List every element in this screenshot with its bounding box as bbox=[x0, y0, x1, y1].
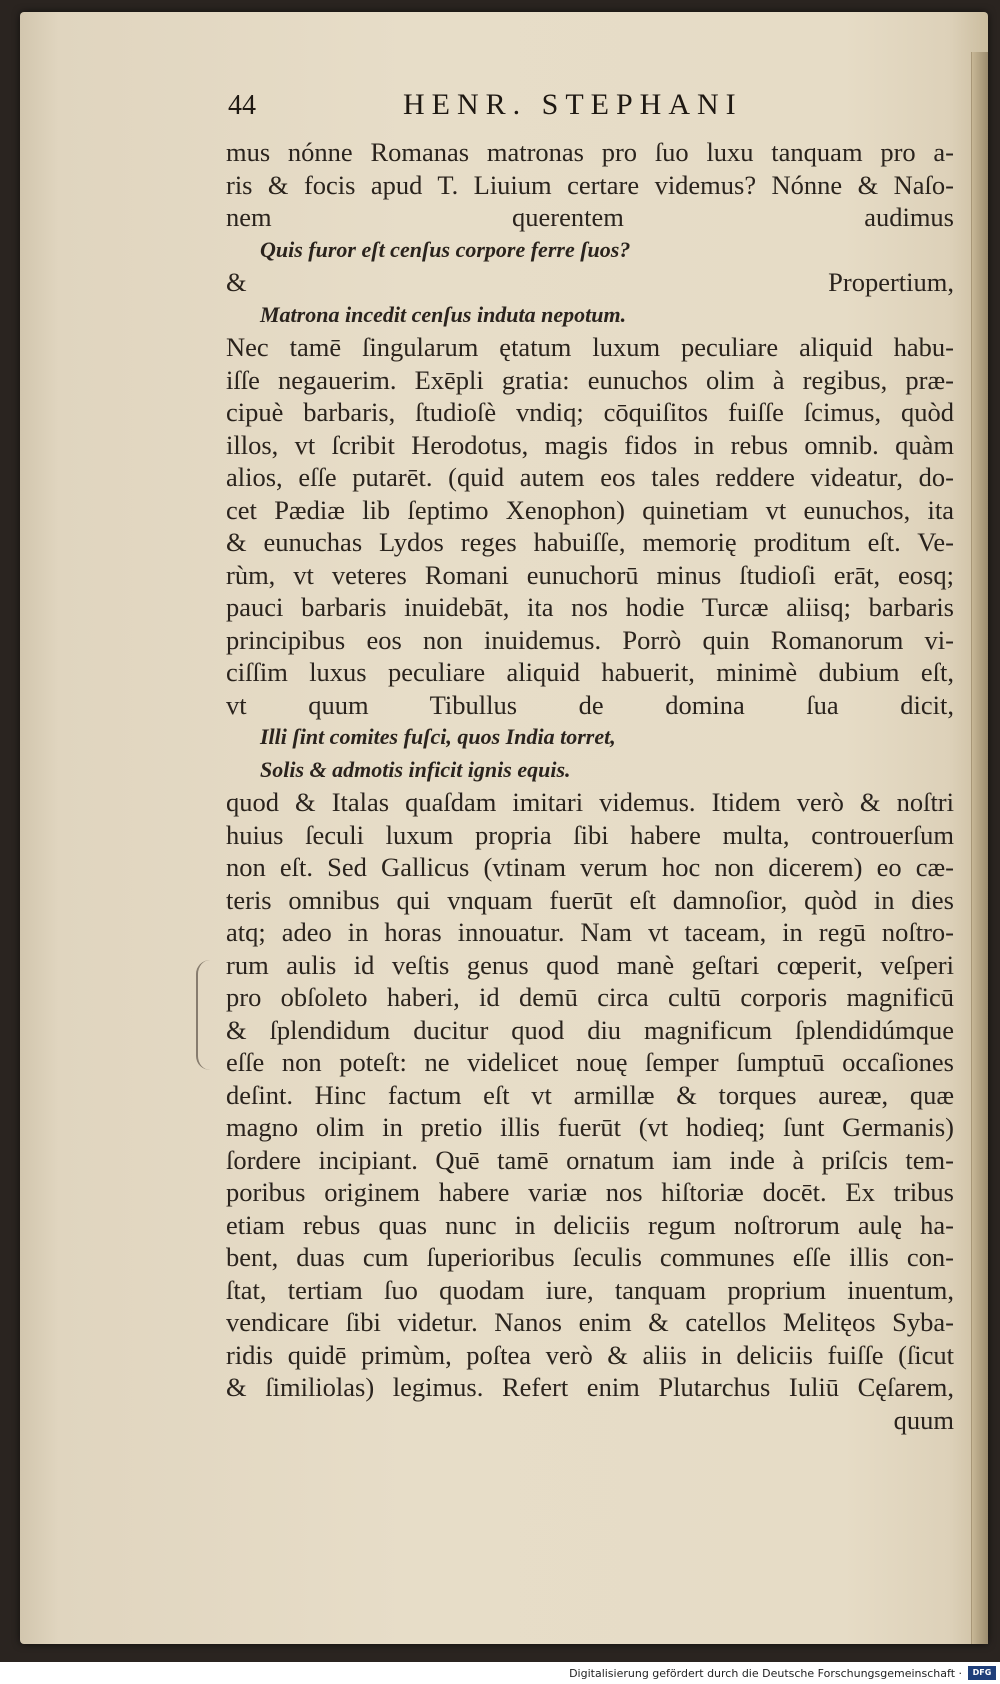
text-line: & Propertium, bbox=[226, 267, 954, 297]
text-line: cet Pædiæ lib ſeptimo Xenophon) quinetiam vt eunuchos, ita bbox=[226, 494, 954, 525]
text-line: mus nónne Romanas matronas pro ſuo luxu tanquam pro a- bbox=[226, 137, 954, 167]
digitization-footer bbox=[0, 1662, 1000, 1684]
text-line: huius ſeculi luxum propria ſibi habere multa, controuerſum bbox=[226, 819, 954, 850]
text-line: ris & focis apud T. Liuium certare videmus? Nónne & Naſo- bbox=[226, 169, 954, 200]
text-line: teris omnibus qui vnquam fuerūt eſt damnoſior, quòd in dies bbox=[226, 884, 954, 915]
text-line: & ſplendidum ducitur quod diu magnificum ſplendidúmque bbox=[226, 1014, 954, 1045]
text-line: Nec tamē ſingularum ętatum luxum peculiare aliquid habu- bbox=[226, 332, 954, 362]
text-line: magno olim in pretio illis fuerūt (vt hodieq; ſunt Germanis) bbox=[226, 1112, 954, 1142]
text-line: nem querentem audimus bbox=[226, 202, 954, 232]
text-line: iſſe negauerim. Exēpli gratia: eunuchos olim à regibus, præ- bbox=[226, 364, 954, 395]
text-line: non eſt. Sed Gallicus (vtinam verum hoc non dicerem) eo cæ- bbox=[226, 852, 954, 882]
text-line: vt quum Tibullus de domina ſua dicit, bbox=[226, 689, 954, 720]
verse-line: Matrona incedit cenſus induta nepotum. bbox=[260, 301, 627, 327]
text-line: quod & Italas quaſdam imitari videmus. Itidem verò & noſtri bbox=[226, 787, 954, 817]
text-line: cipuè barbaris, ſtudioſè vndiq; cōquiſitos fuiſſe ſcimus, quòd bbox=[226, 397, 954, 427]
page-number: 44 bbox=[228, 90, 256, 121]
text-line: principibus eos non inuidemus. Porrò quin Romanorum vi- bbox=[226, 624, 954, 655]
text-line: pauci barbaris inuidebāt, ita nos hodie Turcæ aliisq; barbaris bbox=[226, 592, 954, 622]
verse-line: Illi ſint comites fuſci, quos India torret, bbox=[260, 724, 616, 749]
margin-bracket-mark bbox=[196, 960, 214, 1070]
verse-line: Quis furor eſt cenſus corpore ferre ſuos? bbox=[260, 236, 631, 262]
footer-credit: Digitalisierung gefördert durch die Deutsche Forschungsgemeinschaft · bbox=[569, 1666, 962, 1680]
running-title: HENR. STEPHANI bbox=[403, 88, 743, 121]
running-head bbox=[228, 88, 798, 132]
verse-line: Solis & admotis inficit ignis equis. bbox=[260, 756, 571, 782]
text-line: deſint. Hinc factum eſt vt armillæ & torques aureæ, quæ bbox=[226, 1079, 954, 1110]
text-line: eſſe non poteſt: ne videlicet nouę ſemper ſumptuū occaſiones bbox=[226, 1047, 954, 1077]
text-line: poribus originem habere variæ nos hiſtoriæ docēt. Ex tribus bbox=[226, 1177, 954, 1207]
text-line: ſordere incipiant. Quē tamē ornatum iam inde à priſcis tem- bbox=[226, 1144, 954, 1175]
text-line: bent, duas cum ſuperioribus ſeculis communes eſſe illis con- bbox=[226, 1242, 954, 1272]
text-line: ſtat, tertiam ſuo quodam iure, tanquam proprium inuentum, bbox=[226, 1274, 954, 1305]
text-line: rum aulis id veſtis genus quod manè geſtari cœperit, veſperi bbox=[226, 949, 954, 980]
page-edge bbox=[971, 52, 988, 1644]
text-line: atq; adeo in horas innouatur. Nam vt taceam, in regū noſtro- bbox=[226, 917, 954, 947]
text-line: ridis quidē primùm, poſtea verò & aliis in deliciis fuiſſe (ſicut bbox=[226, 1339, 954, 1370]
text-line: vendicare ſibi videtur. Nanos enim & catellos Melitęos Syba- bbox=[226, 1307, 954, 1337]
dfg-logo: DFG bbox=[968, 1666, 996, 1680]
text-line: & eunuchas Lydos reges habuiſſe, memorię proditum eſt. Ve- bbox=[226, 527, 954, 557]
text-line: alios, eſſe putarēt. (quid autem eos tales reddere videatur, do- bbox=[226, 462, 954, 492]
text-line: rùm, vt veteres Romani eunuchorū minus ſtudioſi erāt, eosq; bbox=[226, 559, 954, 590]
text-line: ciſſim luxus peculiare aliquid habuerit, minimè dubium eſt, bbox=[226, 657, 954, 687]
body-text bbox=[226, 136, 954, 1436]
text-line: & ſimiliolas) legimus. Refert enim Plutarchus Iuliū Cęſarem, bbox=[226, 1372, 954, 1402]
text-line: illos, vt ſcribit Herodotus, magis fidos in rebus omnib. quàm bbox=[226, 429, 954, 460]
text-line: pro obſoleto haberi, id demū circa cultū corporis magnificū bbox=[226, 982, 954, 1012]
text-line: etiam rebus quas nunc in deliciis regum noſtrorum aulę ha- bbox=[226, 1209, 954, 1240]
catchword: quum bbox=[893, 1404, 954, 1435]
